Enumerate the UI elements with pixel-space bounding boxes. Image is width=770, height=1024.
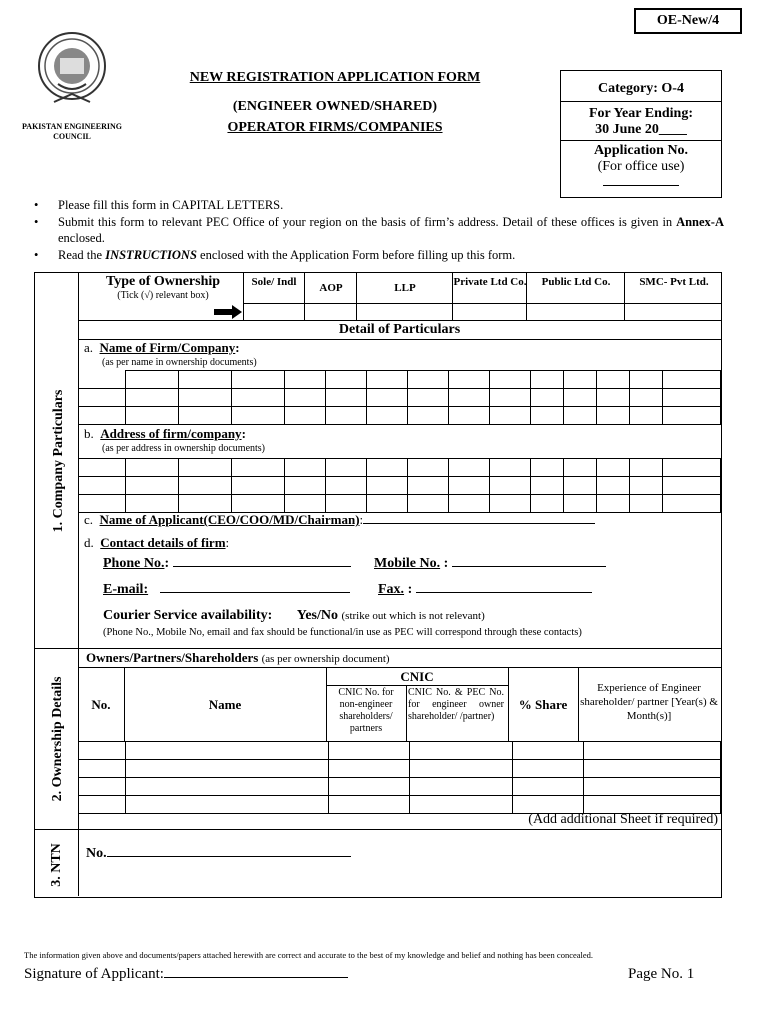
tick-aop[interactable] (305, 304, 355, 319)
ownership-type-row (78, 272, 721, 322)
courier-yesno[interactable]: Yes/No (296, 608, 338, 623)
owners-header: Owners/Partners/Shareholders (as per ownership document) (86, 650, 390, 665)
section2-label: 2. Ownership Details (50, 676, 65, 802)
instructions (34, 197, 724, 263)
add-sheet-note: (Add additional Sheet if required) (528, 812, 718, 827)
type-smc: SMC- Pvt Ltd. (624, 276, 723, 288)
section1-label: 1. Company Particulars (51, 389, 66, 533)
col-name: Name (208, 697, 242, 712)
type-private: Private Ltd Co. (453, 276, 527, 288)
owners-table-header (78, 667, 721, 741)
mobile-field[interactable] (452, 566, 606, 567)
type-llp: LLP (356, 282, 453, 302)
detail-header: Detail of Particulars (338, 322, 461, 337)
declaration: The information given above and documents/papers attached herewith are correct and accurate to the best of my knowledge and belief and nothing has been concealed. (24, 950, 594, 960)
ownership-label-cell (78, 274, 248, 301)
ntn-row: No. (86, 846, 351, 862)
firm-name-label: a. Name of Firm/Company: (84, 340, 240, 355)
contact-note: (Phone No., Mobile No, email and fax should be functional/in use as PEC will correspond through these contacts) (103, 627, 582, 638)
org-name-line2: COUNCIL (53, 132, 91, 141)
pec-logo (36, 28, 108, 108)
fax-row: Fax. : (378, 582, 592, 598)
contact-label: d. Contact details of firm: (84, 535, 230, 550)
applicant-field[interactable] (363, 523, 595, 524)
page-title: NEW REGISTRATION APPLICATION FORM (189, 70, 481, 85)
firm-address-label: b. Address of firm/company: (84, 426, 246, 441)
ntn-field[interactable] (107, 856, 351, 857)
email-row: E-mail: (103, 582, 350, 598)
phone-row: Phone No.: (103, 556, 351, 572)
instruction-item: • Please fill this form in CAPITAL LETTERS. (34, 198, 284, 212)
category-box (560, 70, 722, 198)
firm-name-note: (as per name in ownership documents) (102, 357, 257, 368)
section3-label: 3. NTN (49, 843, 64, 887)
subtitle-1: (ENGINEER OWNED/SHARED) (232, 99, 438, 114)
col-share: % Share (518, 697, 568, 712)
col-cnic-engineer: CNIC No. & PEC No. for engineer owner shareholder/ /partner) (408, 687, 504, 722)
ownership-types (243, 272, 722, 320)
signature-row: Signature of Applicant: (24, 966, 348, 983)
phone-field[interactable] (173, 566, 351, 567)
org-name-line1: PAKISTAN ENGINEERING (22, 122, 122, 131)
tick-sole[interactable] (245, 304, 303, 319)
year-value[interactable]: 30 June 20____ (561, 122, 721, 141)
type-aop: AOP (304, 282, 357, 302)
tick-private[interactable] (453, 304, 525, 319)
application-label: Application No. (593, 143, 689, 158)
tick-smc[interactable] (625, 304, 721, 319)
org-name (10, 122, 134, 142)
type-public: Public Ltd Co. (526, 276, 625, 288)
application-number-field[interactable] (603, 177, 679, 186)
pec-seal-icon (36, 28, 108, 108)
instruction-item: • Submit this form to relevant PEC Office of your region on the basis of firm’s address. Detail of these offices is given in Annex-A enclosed. (34, 214, 724, 245)
subtitle-2: OPERATOR FIRMS/COMPANIES (227, 120, 443, 135)
tick-public[interactable] (527, 304, 623, 319)
courier-row: Courier Service availability: Yes/No (strike out which is not relevant) (103, 608, 485, 623)
fax-field[interactable] (416, 592, 592, 593)
category-label: Category: O-4 (561, 71, 721, 102)
tick-llp[interactable] (357, 304, 451, 319)
page-number: Page No. 1 (628, 966, 695, 982)
firm-name-grid[interactable] (78, 370, 721, 425)
signature-field[interactable] (164, 977, 348, 978)
col-experience: Experience of Engineer shareholder/ partner [Year(s) & Month(s)] (580, 682, 718, 722)
firm-address-grid[interactable] (78, 458, 721, 513)
owners-table-body[interactable] (78, 741, 721, 814)
year-label: For Year Ending: (589, 106, 693, 121)
col-no: No. (91, 697, 111, 712)
ownership-note: (Tick (√) relevant box) (117, 290, 209, 301)
form-code: OE-New/4 (634, 8, 742, 34)
col-cnic: CNIC (400, 669, 434, 684)
type-sole: Sole/ Indl (251, 276, 297, 288)
mobile-row: Mobile No. : (374, 556, 606, 572)
col-cnic-non-engineer: CNIC No. for non-engineer shareholders/ partners (338, 687, 394, 734)
email-field[interactable] (160, 592, 350, 593)
instruction-item: • Read the INSTRUCTIONS enclosed with the Application Form before filling up this form. (34, 247, 516, 262)
ownership-label: Type of Ownership (105, 274, 221, 289)
firm-address-note: (as per address in ownership documents) (102, 443, 266, 454)
application-note: (For office use) (597, 159, 685, 174)
applicant-label: c. Name of Applicant(CEO/COO/MD/Chairman): (84, 512, 595, 528)
